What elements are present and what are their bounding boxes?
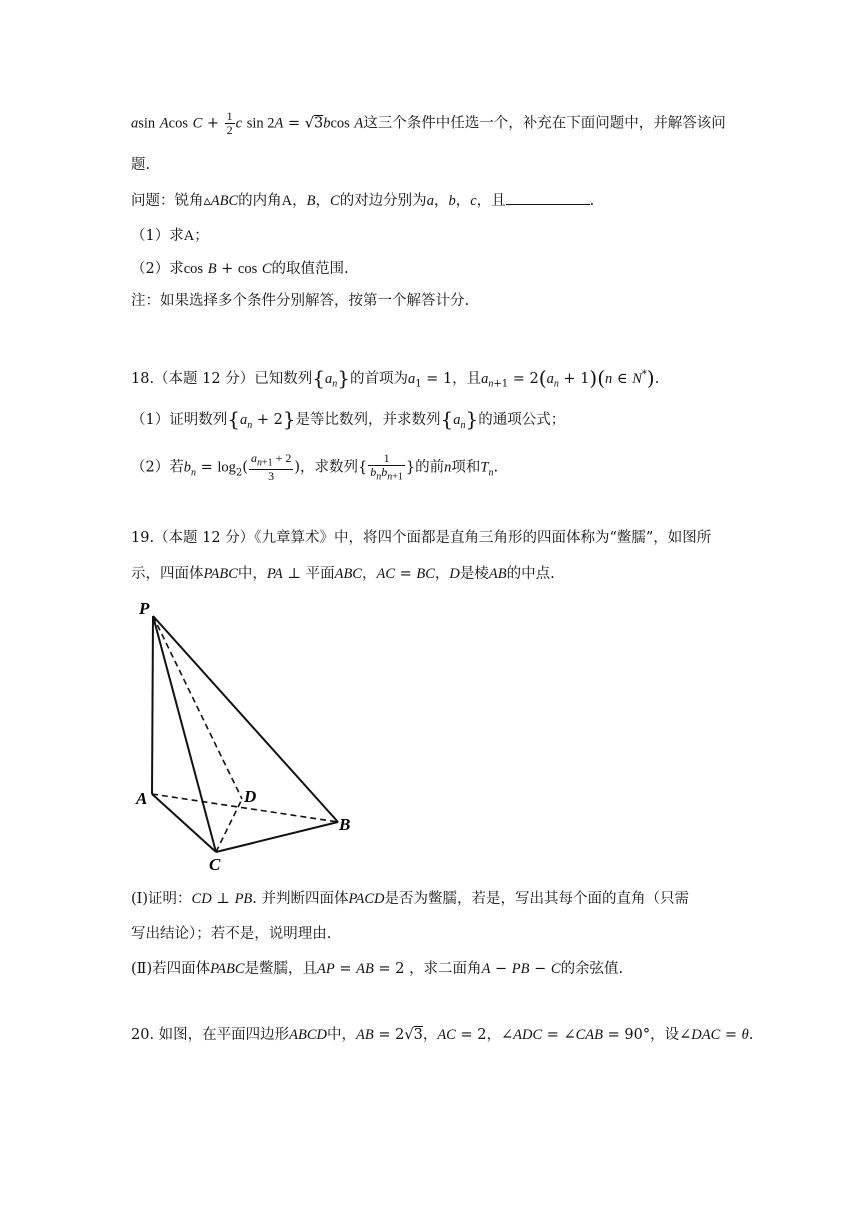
label-d: D: [244, 787, 257, 806]
problem-statement: 问题：锐角▵ABC的内角A，B，C的对边分别为a，b，c，且 .: [131, 190, 594, 212]
tetrahedron-figure: [125, 592, 365, 882]
problem-19-part-1: (I)证明：CD ⊥ PB. 并判断四面体PACD是否为鳖臑，若是，写出其每个面的直角（只需: [131, 891, 689, 907]
label-a: A: [136, 789, 148, 808]
label-p: P: [139, 599, 150, 618]
label-b: B: [339, 815, 351, 834]
problem-18-part-1: （1）证明数列$\{a_n + 2\}$是等比数列，并求数列$\{a_n\}$的通项公式；: [131, 407, 566, 431]
part-2: （2）求cos B + cos C的取值范围.: [131, 261, 349, 277]
problem-19-line-1: 19.（本题 12 分）《九章算术》中，将四个面都是直角三角形的四面体称为“鳖臑”，如图所: [131, 530, 712, 546]
problem-18-part-2: （2）若$b_n = \log_2$( $\frac{a_{n+1} + 2}{3}$ )，求数列{ $\frac{1}{b_nb_{n+1}}$ }的前n项和$T_n$.: [131, 451, 499, 484]
condition-text: 这三个条件中任选一个，补充在下面问题中，并解答该问: [363, 115, 726, 132]
edge-cb: [216, 822, 338, 852]
problem-19-line-2: 示，四面体PABC中，PA ⊥ 平面ABC，AC = BC，D是棱AB的中点.: [131, 566, 555, 582]
problem-19-part-2: (Ⅱ)若四面体PABC是鳖臑，且AP = AB = 2 ，求二面角A − PB − C的余弦值.: [131, 961, 624, 977]
part-1: （1）求A；: [131, 228, 209, 244]
edge-pd: [153, 616, 242, 799]
edge-pa: [152, 616, 153, 794]
note: 注：如果选择多个条件分别解答，按第一个解答计分.: [131, 293, 470, 309]
label-c: C: [209, 855, 221, 874]
condition-line: asin Acos C + $\frac{1}{2}$ c sin 2A = √3bcos A这三个条件中任选一个，补充在下面问题中，并解答该问: [131, 109, 726, 137]
fraction-half: $\frac{1}{2}$: [226, 109, 233, 137]
condition-wrap: 题.: [131, 157, 151, 173]
problem-18: 18.（本题 12 分）已知数列$\{a_n\}$的首项为$a_1 = 1$，且$a_{n+1} = 2(a_n + 1)(n$ ∈ N*).: [131, 365, 660, 390]
answer-blank[interactable]: [506, 190, 590, 205]
problem-20: 20. 如图，在平面四边形ABCD中，AB = 2√3，AC = 2，∠ADC = ∠CAB = 90°，设∠DAC = θ.: [131, 1027, 754, 1043]
problem-19-part-1-wrap: 写出结论）；若不是，说明理由.: [131, 926, 332, 942]
edge-cd: [216, 799, 242, 852]
